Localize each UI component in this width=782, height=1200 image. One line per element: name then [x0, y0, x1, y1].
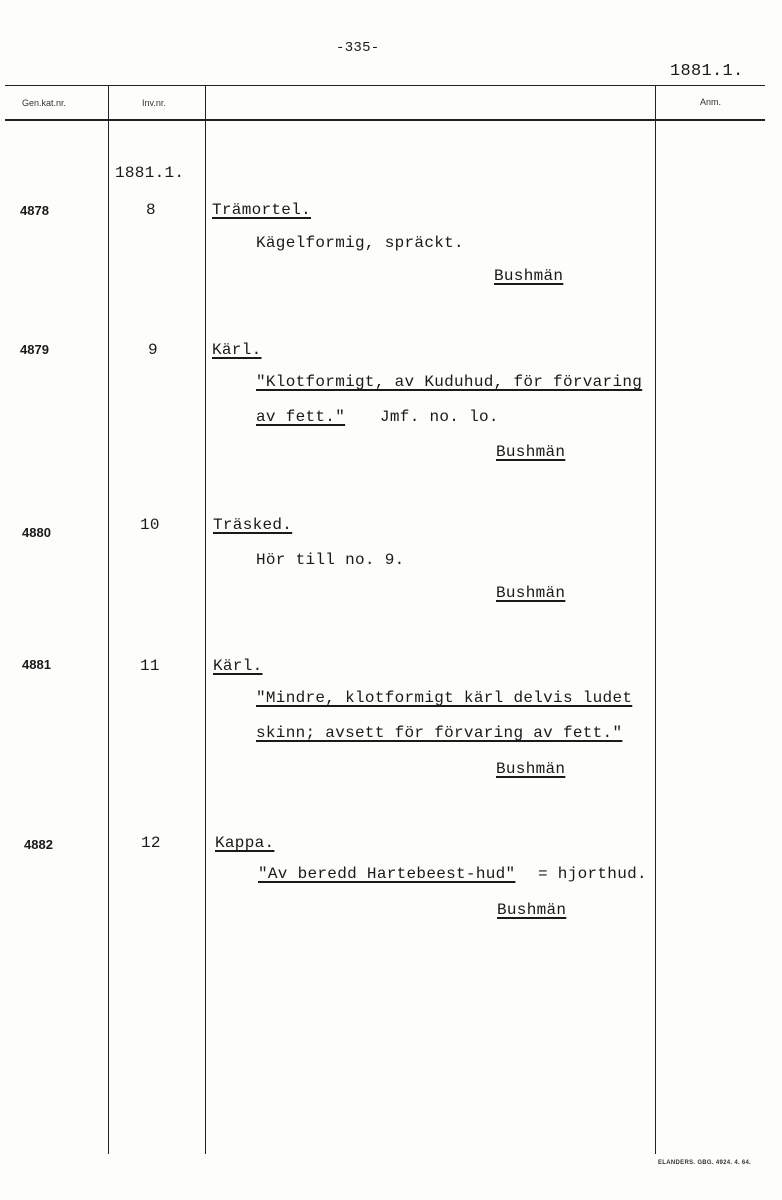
column-divider-2: [205, 86, 206, 1154]
entry-description: "Av beredd Hartebeest-hud": [258, 865, 516, 883]
column-header-inventory: Inv.nr.: [142, 98, 166, 108]
entry-origin: Bushmän: [496, 584, 566, 602]
catalog-number: 4881: [22, 657, 51, 672]
entry-equivalent: = hjorthud.: [538, 865, 647, 883]
section-reference: 1881.1.: [115, 164, 185, 182]
entry-origin: Bushmän: [496, 443, 566, 461]
column-header-catalog: Gen.kat.nr.: [22, 98, 67, 108]
printer-imprint: ELANDERS. GBG. 4924. 4. 64.: [658, 1160, 752, 1166]
catalog-number: 4878: [20, 203, 49, 218]
inventory-number: 12: [141, 834, 161, 852]
catalog-number: 4882: [24, 837, 53, 852]
header-reference: 1881.1.: [670, 62, 744, 81]
entry-description: Hör till no. 9.: [256, 551, 405, 569]
inventory-number: 10: [140, 516, 160, 534]
catalog-number: 4880: [22, 525, 51, 540]
inventory-number: 9: [148, 341, 158, 359]
entry-title: Trämortel.: [212, 201, 312, 219]
page-number: -335-: [336, 40, 380, 56]
entry-origin: Bushmän: [496, 760, 566, 778]
header-top-rule: [5, 85, 765, 86]
entry-title: Kärl.: [212, 341, 262, 359]
column-divider-1: [108, 86, 109, 1154]
entry-description: av fett.": [256, 408, 346, 426]
entry-description: "Klotformigt, av Kuduhud, för förvaring: [256, 373, 643, 391]
entry-description: skinn; avsett för förvaring av fett.": [256, 724, 623, 742]
column-header-notes: Anm.: [700, 97, 722, 107]
inventory-number: 8: [146, 201, 156, 219]
header-bottom-rule: [5, 119, 765, 121]
entry-title: Träsked.: [213, 516, 293, 534]
column-divider-3: [655, 86, 656, 1154]
entry-description: "Mindre, klotformigt kärl delvis ludet: [256, 689, 633, 707]
catalog-number: 4879: [20, 342, 49, 357]
entry-cross-reference: Jmf. no. lo.: [380, 408, 499, 426]
entry-origin: Bushmän: [494, 267, 564, 285]
entry-title: Kappa.: [215, 834, 275, 852]
entry-title: Kärl.: [213, 657, 263, 675]
entry-description: Kägelformig, spräckt.: [256, 234, 464, 252]
entry-origin: Bushmän: [497, 901, 567, 919]
inventory-number: 11: [140, 657, 160, 675]
